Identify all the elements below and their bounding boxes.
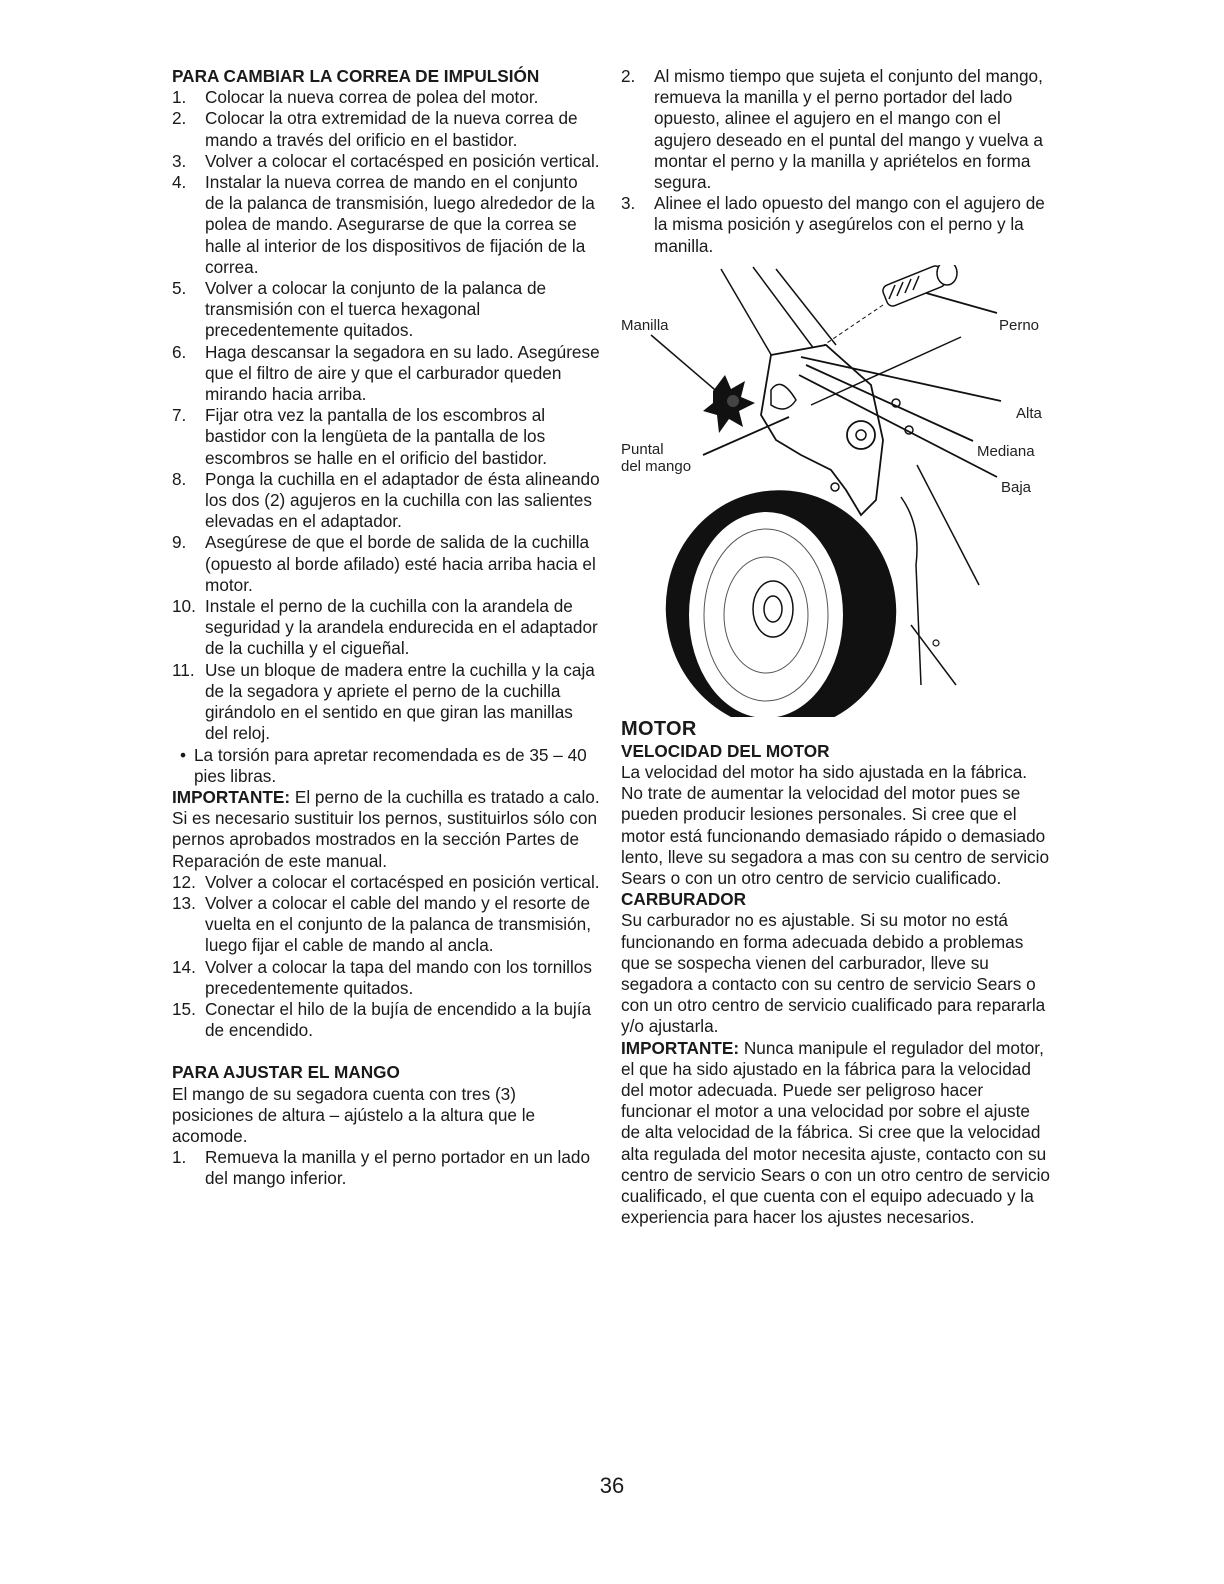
label-alta: Alta (1016, 404, 1042, 422)
handle-wheel-illustration (621, 265, 1051, 717)
section-title-engine-speed: VELOCIDAD DEL MOTOR (621, 740, 830, 761)
strut-line (901, 497, 921, 685)
important-note-blade: IMPORTANTE: El perno de la cuchilla es tratado a calo. Si es necesario sustituir los pernos, sustituirlos sólo con pernos aprobados mostrados en la sección Partes de Reparación de este manual. (172, 786, 600, 871)
leader-manilla (651, 335, 721, 395)
adjust-handle-intro: El mango de su segadora cuenta con tres (3) posiciones de altura – ajústelo a la altura que le acomode. (172, 1083, 536, 1146)
label-puntal-line2: del mango (621, 457, 692, 475)
drive-belt-steps-continued (172, 872, 600, 1042)
label-baja: Baja (1001, 478, 1032, 496)
strut-line (917, 465, 979, 585)
label-puntal-line1: Puntal (621, 440, 664, 458)
left-column (172, 66, 600, 1190)
list-item: 4. Instalar la nueva correa de mando en el conjunto de la palanca de transmisión, luego alrededor de la polea de mando. Asegurarse de que la correa se halle al interior de los dispositivos de fijación de la correa. (172, 172, 595, 277)
leader-dashed (821, 305, 883, 347)
strut-line (911, 625, 956, 685)
torque-bullet: • La torsión para apretar recomendada es de 35 – 40 pies libras. (172, 745, 600, 787)
spacer (172, 1041, 600, 1062)
strut-hole (856, 430, 866, 440)
bullet-marker: • (179, 744, 187, 765)
drive-belt-steps (172, 87, 600, 744)
list-item: 8. Ponga la cuchilla en el adaptador de ésta alineando los dos (2) agujeros en la cuchilla con las salientes elevadas en el adaptador. (172, 468, 600, 532)
leader-perno (926, 293, 997, 313)
carburetor-text: Su carburador no es ajustable. Si su motor no está funcionando en forma adecuada debido a problemas que se sospecha vienen del carburador, lleve su segadora a contacto con su centro de servicio Sears o con un otro centro de servicio cualificado para repararla y/o ajustarla. (621, 910, 1046, 1037)
list-item: 2. Colocar la otra extremidad de la nueva correa de mando a través del orificio en el bastidor. (172, 108, 578, 150)
page-number: 36 (599, 1473, 625, 1498)
adjust-handle-steps-continued (621, 66, 1051, 257)
handle-line (776, 269, 836, 345)
rivet (933, 640, 939, 646)
label-perno: Perno (999, 316, 1040, 334)
list-item: 15. Conectar el hilo de la bujía de encendido a la bujía de encendido. (172, 998, 592, 1041)
label-manilla: Manilla (621, 316, 669, 334)
list-item: 12. Volver a colocar el cortacésped en posición vertical. (172, 871, 600, 892)
right-column (621, 66, 1051, 1229)
list-item: 3. Volver a colocar el cortacésped en posición vertical. (172, 150, 600, 171)
section-title-drive-belt: PARA CAMBIAR LA CORREA DE IMPULSIÓN (172, 66, 540, 86)
list-item: 1. Colocar la nueva correa de polea del motor. (172, 87, 539, 108)
engine-speed-text: La velocidad del motor ha sido ajustada en la fábrica. No trate de aumentar la velocidad del motor pues se pueden producir lesiones personales. Si cree que el motor está funcionando demasiado rápido o demasiado lento, lleve su segadora a mas con su centro de servicio Sears o con un otro centro de servicio cualificado. (621, 762, 1050, 889)
list-item: 9. Asegúrese de que el borde de salida de la cuchilla (opuesto al borde afilado) esté hacia arriba hacia el motor. (172, 532, 596, 595)
list-item: 10. Instale el perno de la cuchilla con la arandela de seguridad y la arandela endurecida en el adaptador de la cuchilla y el cigueñal. (172, 596, 598, 659)
strut-hole (831, 483, 839, 491)
list-item: 2. Al mismo tiempo que sujeta el conjunto del mango, remueva la manilla y el perno portador del lado opuesto, alinee el agujero en el mango con el agujero deseado en el puntal del mango y vuelva a montar el perno y la manilla y apriételos en forma segura. (621, 66, 1043, 193)
list-item: 1. Remueva la manilla y el perno portador en un lado del mango inferior. (172, 1147, 591, 1189)
section-title-carburetor: CARBURADOR (621, 889, 747, 910)
section-title-adjust-handle: PARA AJUSTAR EL MANGO (172, 1062, 400, 1083)
list-item: 5. Volver a colocar la conjunto de la palanca de transmisión con el tuerca hexagonal precedentemente quitados. (172, 278, 547, 341)
list-item: 7. Fijar otra vez la pantalla de los escombros al bastidor con la lengüeta de la pantalla de los escombros se halle en el orificio del bastidor. (172, 405, 548, 468)
important-note-governor: IMPORTANTE: Nunca manipule el regulador del motor, el que ha sido ajustado en la fábrica para la velocidad del motor adecuada. Puede ser peligroso hacer funcionar el motor a una velocidad por sobre el ajuste de alta velocidad de la fábrica. Si cree que la velocidad alta regulada del motor necesita ajuste, contacto con su centro de servicio Sears o con un otro centro de servicio cualificado, el que cuenta con el equipo adecuado y la experiencia para hacer los ajustes necesarios. (621, 1037, 1050, 1228)
list-item: 6. Haga descansar la segadora en su lado. Asegúrese que el filtro de aire y que el carburador queden mirando hacia arriba. (172, 341, 600, 405)
label-mediana: Mediana (977, 442, 1035, 460)
list-item: 14. Volver a colocar la tapa del mando con los tornillos precedentemente quitados. (172, 956, 592, 998)
section-title-motor: MOTOR (621, 717, 697, 740)
bolt-icon (881, 265, 957, 308)
list-item: 3. Alinee el lado opuesto del mango con el agujero de la misma posición y asegúrelos con el perno y la manilla. (621, 193, 1045, 256)
handle-height-figure (621, 265, 1051, 717)
list-item: 13. Volver a colocar el cable del mando y el resorte de vuelta en el conjunto de la palanca de transmisión, luego fijar el cable de mando al ancla. (172, 892, 592, 956)
wheel-icon (644, 469, 919, 717)
list-item: 11. Use un bloque de madera entre la cuchilla y la caja de la segadora y apriete el perno de la cuchilla girándolo en el sentido en que giran las manillas del reloj. (172, 659, 595, 744)
adjust-handle-steps (172, 1147, 600, 1189)
